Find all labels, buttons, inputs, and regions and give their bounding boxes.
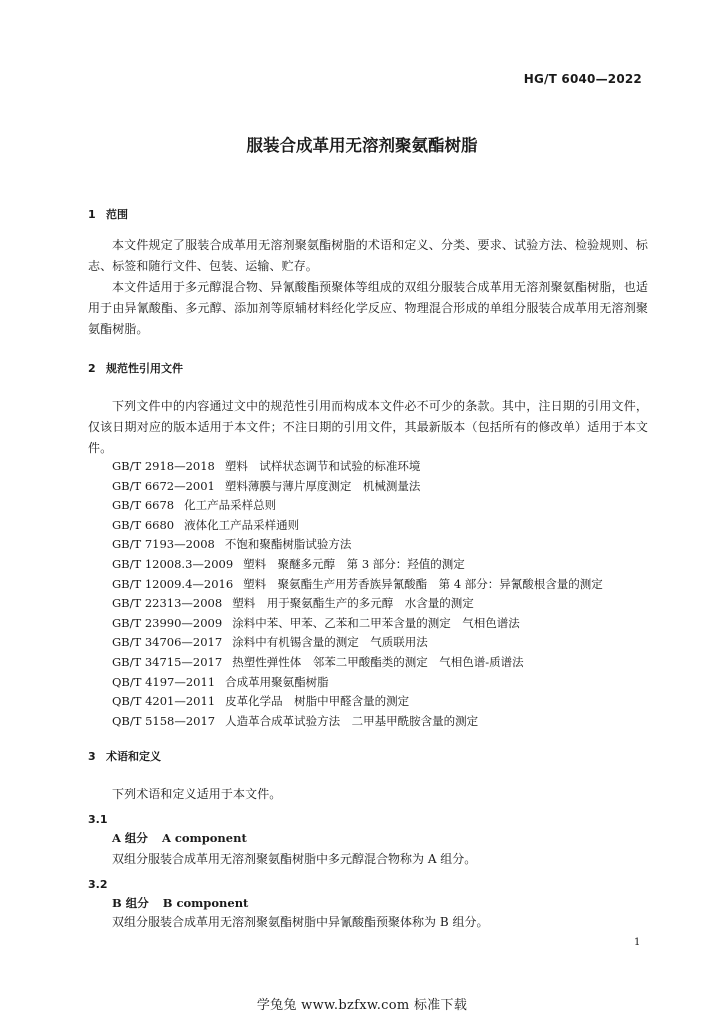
reference-title: 涂料中苯、甲苯、乙苯和二甲苯含量的测定 气相色谱法: [232, 615, 520, 630]
section-title: 范围: [106, 208, 128, 221]
reference-code: GB/T 7193—2008: [112, 537, 215, 552]
term-number: 3.1: [88, 813, 108, 826]
section-2-heading: [88, 360, 183, 376]
references-intro: 下列文件中的内容通过文中的规范性引用而构成本文件必不可少的条款。其中，注日期的引用文件，仅该日期对应的版本适用于本文件；不注日期的引用文件，其最新版本（包括所有的修改单）适用于本文件。: [88, 399, 648, 455]
footer-watermark: 学兔兔 www.bzfxw.com 标准下载: [256, 998, 468, 1013]
reference-title: 塑料 聚醚多元醇 第 3 部分：羟值的测定: [243, 556, 465, 571]
reference-title: 塑料 聚氨酯生产用芳香族异氰酸酯 第 4 部分：异氰酸根含量的测定: [243, 576, 603, 591]
reference-code: GB/T 34706—2017: [112, 635, 223, 650]
reference-code: QB/T 5158—2017: [112, 713, 216, 728]
reference-code: GB/T 22313—2008: [112, 596, 223, 611]
section-title: 术语和定义: [106, 750, 161, 763]
reference-title: 人造革合成革试验方法 二甲基甲酰胺含量的测定: [225, 713, 479, 728]
reference-item: [112, 594, 652, 614]
reference-item: [112, 712, 652, 732]
section-3-heading: [88, 748, 161, 764]
section-number: 1: [88, 208, 96, 221]
reference-code: GB/T 6680: [112, 517, 175, 532]
reference-code: GB/T 23990—2009: [112, 615, 223, 630]
term-name: [112, 830, 247, 846]
reference-code: GB/T 34715—2017: [112, 654, 223, 669]
reference-item: [112, 477, 652, 497]
section-1-heading: [88, 206, 128, 222]
reference-title: 塑料 用于聚氨酯生产的多元醇 水含量的测定: [232, 596, 474, 611]
reference-title: 塑料 试样状态调节和试验的标准环境: [224, 459, 421, 473]
reference-item: [112, 673, 652, 693]
reference-title: 合成革用聚氨酯树脂: [225, 674, 329, 689]
reference-code: GB/T 12008.3—2009: [112, 556, 234, 571]
reference-code: QB/T 4201—2011: [112, 694, 216, 709]
term-name-zh: A 组分: [112, 831, 148, 845]
scope-paragraph-2: 本文件适用于多元醇混合物、异氰酸酯预聚体等组成的双组分服装合成革用无溶剂聚氨酯树脂，也适用于由异氰酸酯、多元醇、添加剂等原辅材料经化学反应、物理混合形成的单组分服装合成革用无溶剂聚氨酯树脂。: [88, 280, 648, 336]
term-name: [112, 895, 248, 911]
reference-list: [112, 457, 652, 731]
reference-code: GB/T 6678: [112, 498, 175, 513]
reference-item: [112, 575, 652, 595]
section-number: 2: [88, 362, 96, 375]
reference-item: [112, 516, 652, 536]
page-number: 1: [634, 937, 641, 948]
reference-item: [112, 496, 652, 516]
section-number: 3: [88, 750, 96, 763]
term-name-en: B component: [162, 896, 249, 910]
section-title: 规范性引用文件: [106, 362, 183, 375]
document-title: 服装合成革用无溶剂聚氨酯树脂: [246, 136, 478, 155]
reference-code: GB/T 2918—2018: [112, 459, 215, 473]
scope-paragraph-1: 本文件规定了服装合成革用无溶剂聚氨酯树脂的术语和定义、分类、要求、试验方法、检验规则、标志、标签和随行文件、包装、运输、贮存。: [88, 238, 648, 273]
reference-item: [112, 653, 652, 673]
reference-item: [112, 692, 652, 712]
term-name-en: A component: [161, 831, 247, 845]
reference-code: GB/T 6672—2001: [112, 478, 215, 493]
reference-item: [112, 633, 652, 653]
reference-title: 皮革化学品 树脂中甲醛含量的测定: [225, 694, 410, 709]
reference-item: [112, 555, 652, 575]
terms-intro: 下列术语和定义适用于本文件。: [112, 787, 282, 801]
reference-title: 化工产品采样总则: [184, 498, 277, 513]
reference-item: [112, 457, 652, 477]
reference-item: [112, 614, 652, 634]
term-definition: 双组分服装合成革用无溶剂聚氨酯树脂中多元醇混合物称为 A 组分。: [112, 852, 477, 866]
standard-code: HG/T 6040—2022: [523, 72, 642, 86]
reference-title: 不饱和聚酯树脂试验方法: [224, 537, 352, 552]
reference-title: 液体化工产品采样通则: [184, 517, 300, 532]
reference-code: QB/T 4197—2011: [112, 674, 216, 689]
reference-title: 热塑性弹性体 邻苯二甲酸酯类的测定 气相色谱-质谱法: [232, 654, 524, 669]
term-definition: 双组分服装合成革用无溶剂聚氨酯树脂中异氰酸酯预聚体称为 B 组分。: [112, 915, 489, 929]
reference-code: GB/T 12009.4—2016: [112, 576, 234, 591]
reference-title: 塑料薄膜与薄片厚度测定 机械测量法: [224, 478, 421, 493]
reference-item: [112, 535, 652, 555]
term-name-zh: B 组分: [112, 896, 149, 910]
reference-title: 涂料中有机锡含量的测定 气质联用法: [232, 635, 428, 650]
term-number: 3.2: [88, 878, 108, 891]
